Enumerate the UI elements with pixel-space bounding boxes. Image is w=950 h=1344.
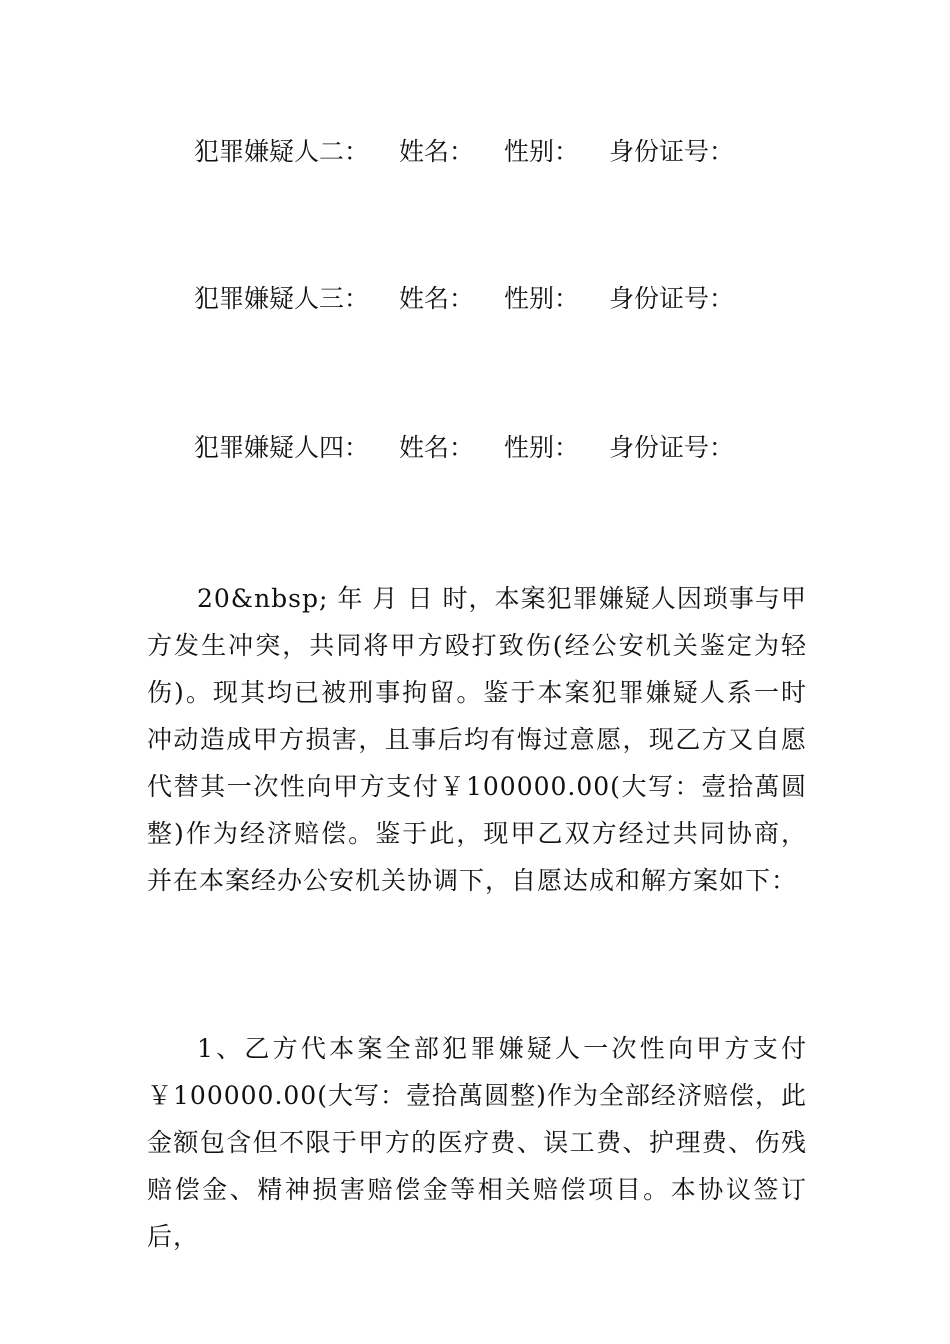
suspect-line-2 bbox=[194, 134, 734, 170]
gender-label: 性别： bbox=[504, 284, 580, 313]
suspect-label: 犯罪嫌疑人四： bbox=[194, 433, 370, 462]
gender-label: 性别： bbox=[504, 433, 580, 462]
suspect-line-4 bbox=[194, 430, 734, 466]
suspect-label: 犯罪嫌疑人三： bbox=[194, 284, 370, 313]
name-label: 姓名： bbox=[399, 433, 475, 462]
id-number-label: 身份证号： bbox=[609, 433, 735, 462]
id-number-label: 身份证号： bbox=[609, 137, 735, 166]
name-label: 姓名： bbox=[399, 137, 475, 166]
id-number-label: 身份证号： bbox=[609, 284, 735, 313]
suspect-line-3 bbox=[194, 281, 734, 317]
gender-label: 性别： bbox=[504, 137, 580, 166]
clause-1-paragraph bbox=[147, 1025, 807, 1260]
facts-paragraph bbox=[147, 575, 807, 904]
name-label: 姓名： bbox=[399, 284, 475, 313]
facts-text: 20&nbsp; 年 月 日 时，本案犯罪嫌疑人因琐事与甲方发生冲突，共同将甲方殴打致伤(经公安机关鉴定为轻伤)。现其均已被刑事拘留。鉴于本案犯罪嫌疑人系一时冲动造成甲方损害，且事后均有悔过意愿，现乙方又自愿代替其一次性向甲方支付￥100000.00(大写：壹拾萬圆整)作为经济赔偿。鉴于此，现甲乙双方经过共同协商，并在本案经办公安机关协调下，自愿达成和解方案如下： bbox=[147, 584, 807, 895]
suspect-label: 犯罪嫌疑人二： bbox=[194, 137, 370, 166]
clause-1-text: 1、乙方代本案全部犯罪嫌疑人一次性向甲方支付￥100000.00(大写：壹拾萬圆整)作为全部经济赔偿，此金额包含但不限于甲方的医疗费、误工费、护理费、伤残赔偿金、精神损害赔偿金等相关赔偿项目。本协议签订后， bbox=[147, 1034, 807, 1251]
